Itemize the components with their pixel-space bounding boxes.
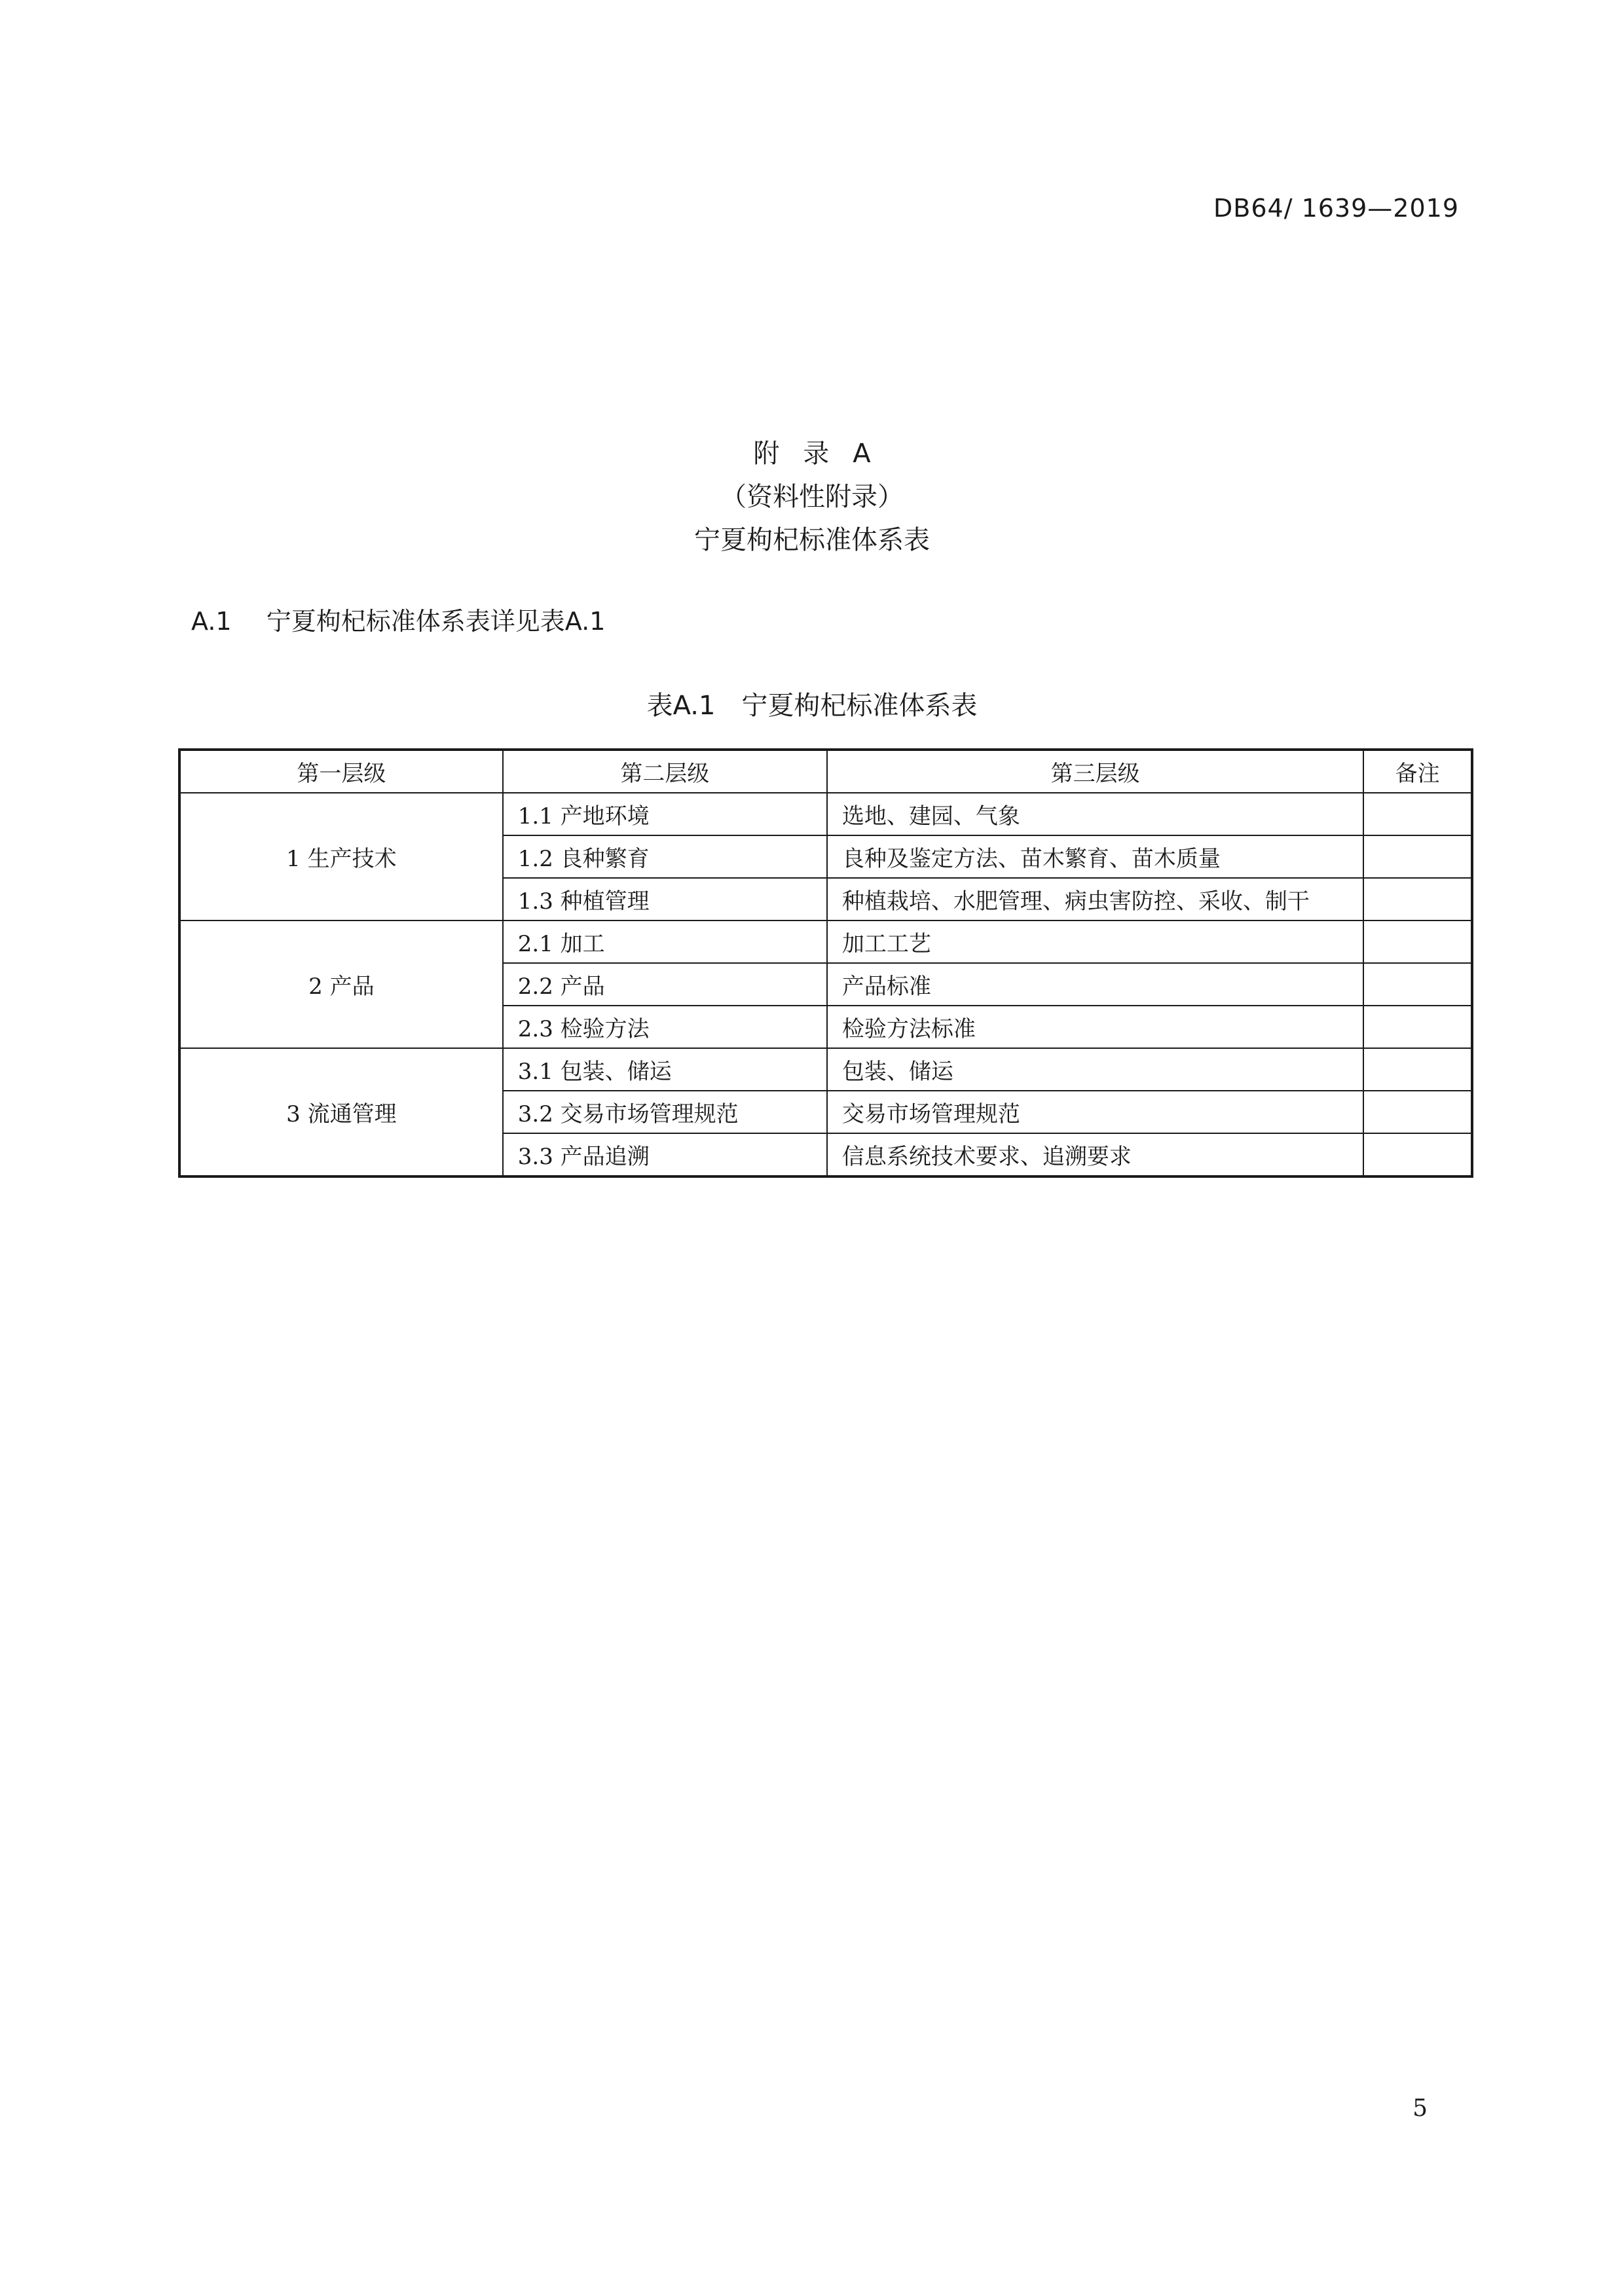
appendix-subject: 宁夏枸杞标准体系表 — [694, 525, 930, 555]
appendix-nature: （资料性附录） — [720, 482, 904, 512]
note-cell — [1363, 1133, 1472, 1176]
standard-system-table — [178, 748, 1473, 1178]
level3-cell: 产品标准 — [827, 963, 1364, 1006]
level2-cell: 2.3 检验方法 — [503, 1006, 827, 1048]
level3-cell: 信息系统技术要求、追溯要求 — [827, 1133, 1364, 1176]
level2-cell: 1.1 产地环境 — [503, 793, 827, 835]
document-code: DB64/ 1639—2019 — [1213, 194, 1459, 223]
note-cell — [1363, 793, 1472, 835]
header-note: 备注 — [1363, 750, 1472, 793]
level1-cell: 3 流通管理 — [179, 1048, 503, 1176]
note-cell — [1363, 1006, 1472, 1048]
level2-cell: 3.2 交易市场管理规范 — [503, 1091, 827, 1133]
table-row — [179, 1048, 1472, 1091]
table-header-row — [179, 750, 1472, 793]
level3-cell: 加工工艺 — [827, 920, 1364, 963]
header-level1: 第一层级 — [179, 750, 503, 793]
level3-cell: 包装、储运 — [827, 1048, 1364, 1091]
note-cell — [1363, 963, 1472, 1006]
note-cell — [1363, 835, 1472, 878]
level2-cell: 3.1 包装、储运 — [503, 1048, 827, 1091]
level2-cell: 2.1 加工 — [503, 920, 827, 963]
table-caption-title: 宁夏枸杞标准体系表 — [741, 691, 978, 721]
level3-cell: 交易市场管理规范 — [827, 1091, 1364, 1133]
level1-cell: 1 生产技术 — [179, 793, 503, 920]
table-caption — [0, 685, 1624, 722]
note-cell — [1363, 1091, 1472, 1133]
note-cell — [1363, 878, 1472, 920]
clause-a1 — [191, 601, 605, 637]
level3-cell: 检验方法标准 — [827, 1006, 1364, 1048]
table-caption-number: 表A.1 — [646, 691, 716, 721]
clause-number: A.1 — [191, 607, 232, 636]
level3-cell: 选地、建园、气象 — [827, 793, 1364, 835]
level3-cell: 种植栽培、水肥管理、病虫害防控、采收、制干 — [827, 878, 1364, 920]
header-level3: 第三层级 — [827, 750, 1364, 793]
note-cell — [1363, 920, 1472, 963]
table-row — [179, 793, 1472, 835]
level3-cell: 良种及鉴定方法、苗木繁育、苗木质量 — [827, 835, 1364, 878]
appendix-heading — [0, 432, 1624, 562]
note-cell — [1363, 1048, 1472, 1091]
level2-cell: 1.3 种植管理 — [503, 878, 827, 920]
level2-cell: 3.3 产品追溯 — [503, 1133, 827, 1176]
page-number: 5 — [1412, 2095, 1428, 2122]
level1-cell: 2 产品 — [179, 920, 503, 1048]
appendix-title: 附录A — [753, 439, 895, 469]
level2-cell: 2.2 产品 — [503, 963, 827, 1006]
header-level2: 第二层级 — [503, 750, 827, 793]
clause-text: 宁夏枸杞标准体系表详见表A.1 — [266, 607, 606, 636]
table-row — [179, 920, 1472, 963]
level2-cell: 1.2 良种繁育 — [503, 835, 827, 878]
